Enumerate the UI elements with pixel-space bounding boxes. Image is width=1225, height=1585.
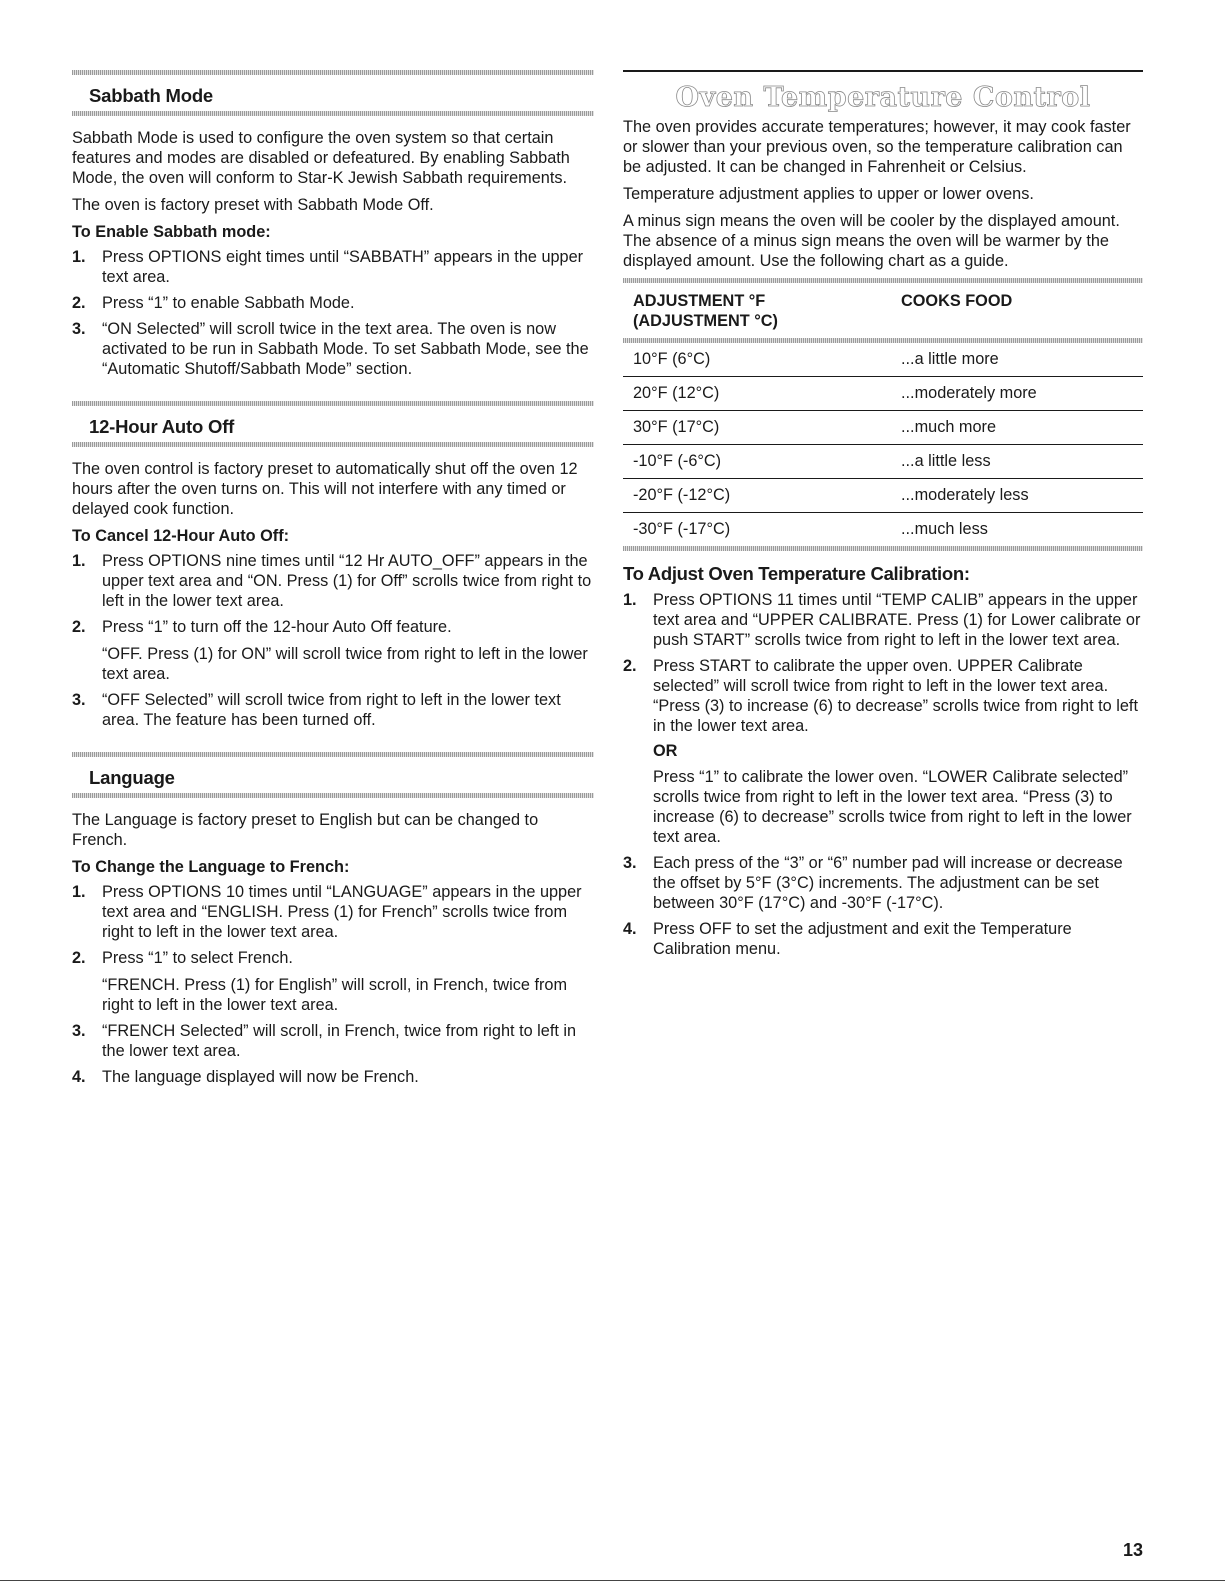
section-divider bbox=[72, 442, 594, 447]
section-heading: 12-Hour Auto Off bbox=[89, 416, 235, 437]
paragraph: Sabbath Mode is used to configure the oven system so that certain features and modes are disabled or defeatured. By enabling Sabbath Mode, the oven will conform to Star-K Jewish Sabbath requirements. bbox=[72, 129, 570, 187]
column-header: ADJUSTMENT °F (ADJUSTMENT °C) bbox=[633, 292, 778, 330]
list-item: 2. Press “1” to enable Sabbath Mode. bbox=[72, 294, 355, 312]
steps-list bbox=[72, 247, 594, 379]
table-row: -10°F (-6°C) ...a little less bbox=[623, 445, 1143, 479]
paragraph: Temperature adjustment applies to upper or lower ovens. bbox=[623, 185, 1034, 203]
page-title: Oven Temperature Control bbox=[675, 82, 1091, 113]
list-item: 1. Press OPTIONS eight times until “SABBATH” appears in the upper text area. bbox=[72, 248, 584, 286]
steps-list bbox=[623, 590, 1143, 959]
list-item: 3. “ON Selected” will scroll twice in the text area. The oven is now activated to be run in Sabbath Mode. To set Sabbath Mode, see the “Automatic Shutoff/Sabbath Mode” section. bbox=[72, 320, 589, 378]
subheading: To Cancel 12-Hour Auto Off: bbox=[72, 527, 290, 545]
table-divider bbox=[623, 546, 1143, 551]
subheading: To Enable Sabbath mode: bbox=[72, 223, 271, 241]
subheading: To Change the Language to French: bbox=[72, 858, 350, 876]
list-item: 1. Press OPTIONS nine times until “12 Hr AUTO_OFF” appears in the upper text area and “ON. Press (1) for Off” scrolls twice from right to left in the lower text area. bbox=[72, 552, 592, 610]
steps-list bbox=[72, 882, 594, 1087]
column-header: COOKS FOOD bbox=[901, 292, 1013, 310]
subheading: To Adjust Oven Temperature Calibration: bbox=[623, 563, 970, 584]
table-row: -20°F (-12°C) ...moderately less bbox=[623, 479, 1143, 513]
page-number: 13 bbox=[1122, 1540, 1143, 1560]
adjustment-table bbox=[623, 278, 1143, 551]
table-row: -30°F (-17°C) ...much less bbox=[633, 520, 988, 538]
section-heading: Language bbox=[89, 767, 175, 788]
list-item: 2. Press START to calibrate the upper oven. UPPER Calibrate selected” will scroll twice from right to left in the lower text area. “Press (3) to increase (6) to decrease” scrolls twice from right to left in the lower text area. OR Press “1” to calibrate the lower oven. “LOWER Calibrate selected” scrolls twice from right to left in the lower text area. “Press (3) to increase (6) to decrease” scrolls twice from right to left in the lower text area. bbox=[623, 657, 1138, 846]
autooff-header bbox=[72, 401, 594, 447]
sabbath-header bbox=[72, 70, 594, 116]
list-item: 3. “OFF Selected” will scroll twice from right to left in the lower text area. The feature has been turned off. bbox=[72, 691, 561, 729]
steps-list bbox=[72, 551, 594, 730]
table-row: 10°F (6°C) ...a little more bbox=[623, 343, 1143, 377]
section-heading: Sabbath Mode bbox=[89, 85, 214, 106]
table-row: 30°F (17°C) ...much more bbox=[623, 411, 1143, 445]
right-column bbox=[623, 70, 1143, 965]
paragraph: The oven control is factory preset to automatically shut off the oven 12 hours after the oven turns on. This will not interfere with any timed or delayed cook function. bbox=[72, 460, 578, 518]
top-rule bbox=[623, 70, 1143, 72]
list-item: 2. Press “1” to select French. “FRENCH. Press (1) for English” will scroll, in French, twice from right to left in the lower text area. bbox=[72, 949, 568, 1014]
paragraph: The oven is factory preset with Sabbath Mode Off. bbox=[72, 196, 434, 214]
section-divider bbox=[72, 793, 594, 798]
page-bottom-edge bbox=[0, 1580, 1225, 1581]
paragraph: A minus sign means the oven will be cooler by the displayed amount. The absence of a minus sign means the oven will be warmer by the displayed amount. Use the following chart as a guide. bbox=[623, 212, 1120, 270]
list-item: 4. Press OFF to set the adjustment and exit the Temperature Calibration menu. bbox=[623, 920, 1072, 958]
language-header bbox=[72, 752, 594, 798]
list-item: 3. “FRENCH Selected” will scroll, in French, twice from right to left in the lower text area. bbox=[72, 1022, 577, 1060]
list-item: 4. The language displayed will now be French. bbox=[72, 1068, 419, 1086]
list-item: 3. Each press of the “3” or “6” number pad will increase or decrease the offset by 5°F (3°C) increments. The adjustment can be set between 30°F (17°C) and -30°F (-17°C). bbox=[623, 854, 1123, 912]
list-item: 1. Press OPTIONS 11 times until “TEMP CALIB” appears in the upper text area and “UPPER CALIBRATE. Press (1) for Lower calibrate or push START” scrolls twice from right to left in the lower text area. bbox=[623, 591, 1141, 649]
table-row: 20°F (12°C) ...moderately more bbox=[623, 377, 1143, 411]
list-item: 2. Press “1” to turn off the 12-hour Auto Off feature. “OFF. Press (1) for ON” will scroll twice from right to left in the lower text area. bbox=[72, 618, 588, 683]
table-header-row bbox=[623, 283, 1143, 338]
section-divider bbox=[72, 111, 594, 116]
list-item: 1. Press OPTIONS 10 times until “LANGUAGE” appears in the upper text area and “ENGLISH. Press (1) for French” scrolls twice from right to left in the lower text area. bbox=[72, 883, 582, 941]
paragraph: The Language is factory preset to English but can be changed to French. bbox=[72, 811, 539, 849]
left-column bbox=[72, 70, 594, 1093]
paragraph: The oven provides accurate temperatures; however, it may cook faster or slower than your previous oven, so the temperature calibration can be adjusted. It can be changed in Fahrenheit or Celsius. bbox=[623, 118, 1131, 176]
